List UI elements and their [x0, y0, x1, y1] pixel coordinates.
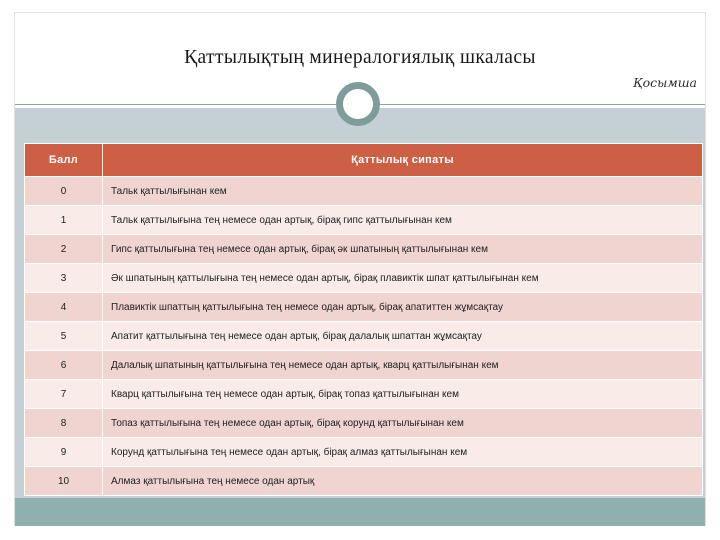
page-title: Қаттылықтың минералогиялық шкаласы — [184, 47, 536, 68]
cell-score: 4 — [25, 293, 103, 322]
column-header-score: Балл — [25, 144, 103, 177]
table-row — [25, 409, 703, 438]
cell-description: Тальк қаттылығынан кем — [103, 177, 703, 206]
cell-score: 3 — [25, 264, 103, 293]
cell-score: 7 — [25, 380, 103, 409]
cell-description: Кварц қаттылығына тең немесе одан артық, бірақ топаз қаттылығынан кем — [103, 380, 703, 409]
table-row — [25, 264, 703, 293]
hardness-scale-table — [24, 143, 703, 496]
column-header-description: Қаттылық сипаты — [103, 144, 703, 177]
cell-description: Тальк қаттылығына тең немесе одан артық, бірақ гипс қаттылығынан кем — [103, 206, 703, 235]
table-row — [25, 322, 703, 351]
table-row — [25, 380, 703, 409]
table-row — [25, 235, 703, 264]
table-header — [25, 144, 703, 177]
table-row — [25, 177, 703, 206]
cell-description: Далалық шпатының қаттылығына тең немесе одан артық, кварц қаттылығынан кем — [103, 351, 703, 380]
slide-subtitle: Қосымша — [632, 75, 697, 90]
table-row — [25, 293, 703, 322]
cell-score: 1 — [25, 206, 103, 235]
table-row — [25, 351, 703, 380]
cell-score: 5 — [25, 322, 103, 351]
cell-description: Плавиктік шпаттың қаттылығына тең немесе одан артық, бірақ апатиттен жұмсақтау — [103, 293, 703, 322]
ring-ornament-icon — [336, 82, 380, 126]
cell-score: 10 — [25, 467, 103, 496]
table-row — [25, 438, 703, 467]
table-row — [25, 467, 703, 496]
cell-score: 2 — [25, 235, 103, 264]
cell-description: Корунд қаттылығына тең немесе одан артық, бірақ алмаз қаттылығынан кем — [103, 438, 703, 467]
cell-score: 6 — [25, 351, 103, 380]
cell-description: Топаз қаттылығына тең немесе одан артық, бірақ корунд қаттылығынан кем — [103, 409, 703, 438]
cell-score: 8 — [25, 409, 103, 438]
cell-description: Алмаз қаттылығына тең немесе одан артық — [103, 467, 703, 496]
table-body — [25, 177, 703, 496]
cell-score: 9 — [25, 438, 103, 467]
table-row — [25, 206, 703, 235]
cell-description: Әк шпатының қаттылығына тең немесе одан артық, бірақ плавиктік шпат қаттылығынан кем — [103, 264, 703, 293]
cell-score: 0 — [25, 177, 103, 206]
cell-description: Апатит қаттылығына тең немесе одан артық, бірақ далалық шпаттан жұмсақтау — [103, 322, 703, 351]
hardness-scale-table-wrapper — [24, 143, 702, 496]
table-header-row — [25, 144, 703, 177]
cell-description: Гипс қаттылығына тең немесе одан артық, бірақ әк шпатының қаттылығынан кем — [103, 235, 703, 264]
footer-band — [15, 498, 705, 526]
